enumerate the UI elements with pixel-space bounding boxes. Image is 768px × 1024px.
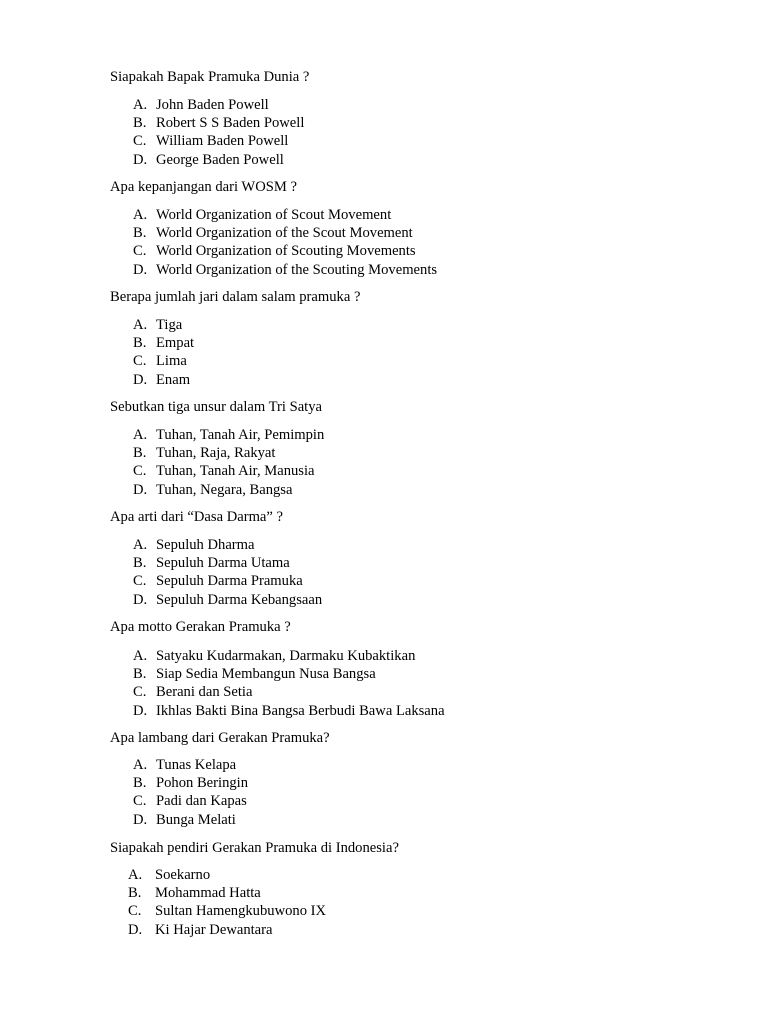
option-text: Ki Hajar Dewantara [155, 921, 273, 938]
option-letter: A. [133, 207, 148, 223]
option-text: Soekarno [155, 867, 211, 883]
option-letter: C. [133, 133, 147, 150]
option-letter: B. [133, 445, 147, 462]
option-text: World Organization of the Scout Movement [156, 225, 413, 242]
option-text: Sepuluh Darma Pramuka [156, 573, 303, 590]
question-4-text: Sebutkan tiga unsur dalam Tri Satya [110, 399, 323, 415]
option-letter: D. [133, 811, 148, 828]
option-text: Robert S S Baden Powell [156, 115, 305, 132]
question-5-text: Apa arti dari “Dasa Darma” ? [110, 509, 284, 525]
question-7-text: Apa lambang dari Gerakan Pramuka? [110, 730, 330, 746]
option-text: Ikhlas Bakti Bina Bangsa Berbudi Bawa Laksana [156, 702, 445, 719]
question-1-text: Siapakah Bapak Pramuka Dunia ? [110, 69, 310, 85]
option-letter: D. [133, 481, 148, 498]
option-letter: A. [133, 97, 148, 113]
option-text: World Organization of Scouting Movements [156, 243, 416, 260]
option-letter: D. [133, 591, 148, 608]
option-text: Satyaku Kudarmakan, Darmaku Kubaktikan [156, 648, 416, 664]
option-text: John Baden Powell [156, 97, 269, 113]
question-8-text: Siapakah pendiri Gerakan Pramuka di Indonesia? [110, 840, 399, 856]
option-text: Tuhan, Negara, Bangsa [156, 481, 293, 498]
option-text: Tiga [156, 317, 183, 333]
option-text: Siap Sedia Membangun Nusa Bangsa [156, 666, 376, 683]
option-text: Tuhan, Tanah Air, Pemimpin [156, 427, 325, 443]
option-letter: A. [133, 427, 148, 443]
option-letter: D. [133, 371, 148, 388]
option-text: Mohammad Hatta [155, 885, 261, 902]
option-text: Bunga Melati [156, 811, 236, 828]
question-2-text: Apa kepanjangan dari WOSM ? [110, 179, 297, 195]
option-text: Pohon Beringin [156, 775, 249, 792]
option-letter: A. [133, 757, 148, 773]
option-letter: C. [133, 573, 147, 590]
option-text: Sepuluh Dharma [156, 537, 255, 553]
option-letter: B. [133, 225, 147, 242]
option-letter: B. [133, 335, 147, 352]
option-letter: A. [128, 867, 143, 883]
option-letter: A. [133, 648, 148, 664]
option-text: George Baden Powell [156, 151, 284, 168]
option-letter: B. [133, 775, 147, 792]
option-letter: A. [133, 537, 148, 553]
option-letter: C. [133, 793, 147, 810]
option-text: Tuhan, Tanah Air, Manusia [156, 463, 315, 480]
option-letter: B. [128, 885, 142, 902]
option-letter: A. [133, 317, 148, 333]
option-text: Tuhan, Raja, Rakyat [156, 445, 276, 462]
option-text: Enam [156, 371, 191, 388]
option-letter: C. [133, 684, 147, 701]
option-text: Tunas Kelapa [156, 757, 237, 773]
option-text: William Baden Powell [156, 133, 289, 150]
option-text: Berani dan Setia [156, 684, 253, 701]
option-letter: B. [133, 115, 147, 132]
option-letter: B. [133, 555, 147, 572]
option-text: Sepuluh Darma Utama [156, 555, 290, 572]
option-text: Lima [156, 353, 187, 370]
option-letter: B. [133, 666, 147, 683]
option-text: Padi dan Kapas [156, 793, 247, 810]
option-letter: D. [133, 702, 148, 719]
option-letter: C. [133, 243, 147, 260]
option-text: World Organization of the Scouting Movements [156, 261, 438, 278]
option-text: World Organization of Scout Movement [156, 207, 392, 223]
option-text: Sepuluh Darma Kebangsaan [156, 591, 323, 608]
option-letter: C. [128, 903, 142, 920]
question-3-text: Berapa jumlah jari dalam salam pramuka ? [110, 289, 361, 305]
option-letter: D. [128, 921, 143, 938]
option-text: Empat [156, 335, 195, 352]
option-letter: D. [133, 261, 148, 278]
option-letter: C. [133, 463, 147, 480]
option-letter: D. [133, 151, 148, 168]
option-text: Sultan Hamengkubuwono IX [155, 903, 327, 920]
option-letter: C. [133, 353, 147, 370]
question-6-text: Apa motto Gerakan Pramuka ? [110, 619, 291, 635]
